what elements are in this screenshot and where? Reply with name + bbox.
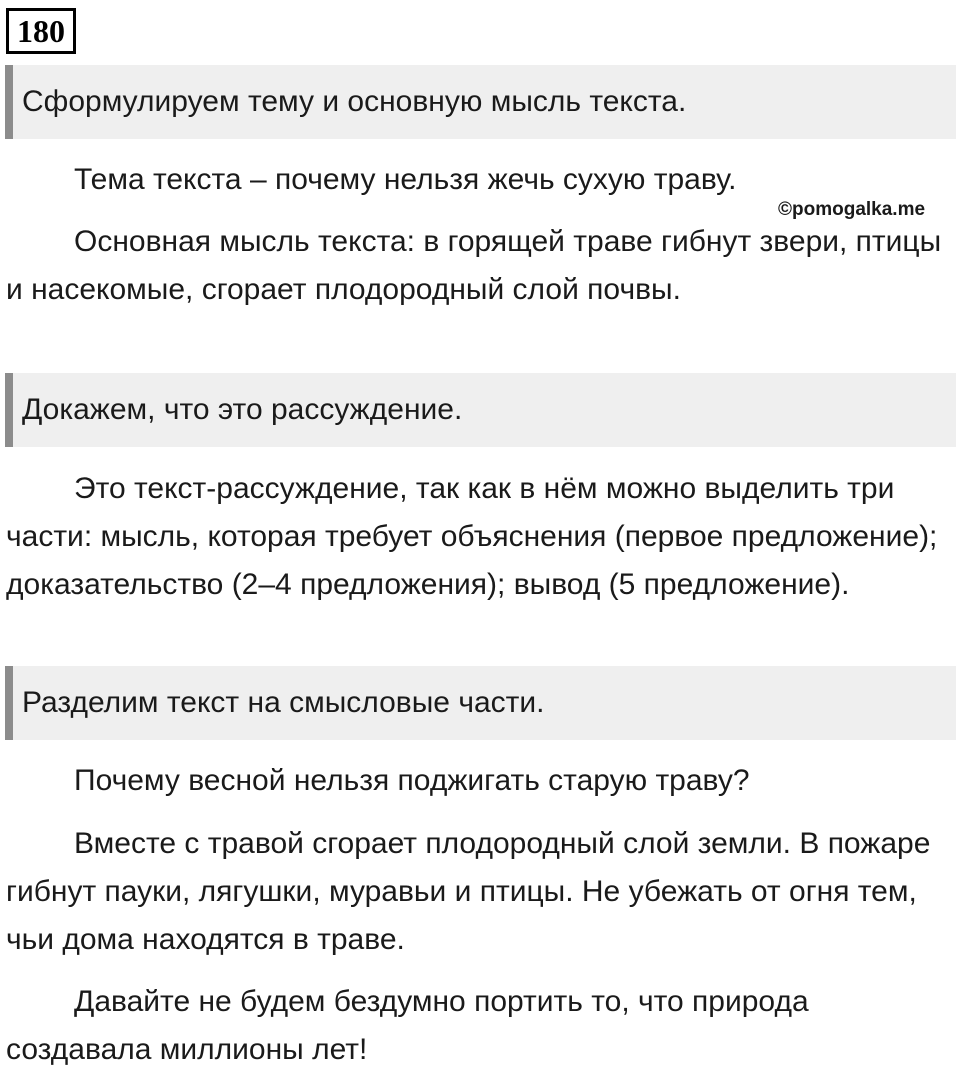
section-heading-parts: Разделим текст на смысловые части.	[5, 666, 956, 740]
paragraph-evidence: Вместе с травой сгорает плодородный слой земли. В пожаре гибнут пауки, лягушки, муравьи и птицы. Не убежать от огня тем, чьи дома находятся в траве.	[6, 827, 931, 956]
section-heading-theme: Сформулируем тему и основную мысль текста.	[5, 65, 956, 139]
paragraph-main-idea: Основная мысль текста: в горящей траве гибнут звери, птицы и насекомые, сгорает плодородный слой почвы.	[6, 225, 942, 306]
paragraph-theme: Тема текста – почему нельзя жечь сухую траву.	[74, 163, 737, 196]
task-number: 180	[6, 8, 76, 54]
watermark: ©pomogalka.me	[778, 199, 926, 220]
paragraph-conclusion: Давайте не будем бездумно портить то, что природа создавала миллионы лет!	[6, 985, 809, 1066]
paragraph-reasoning: Это текст-рассуждение, так как в нём можно выделить три части: мысль, которая требует объяснения (первое предложение); доказательство (2–4 предложения); вывод (5 предложение).	[6, 472, 938, 601]
paragraph-question: Почему весной нельзя поджигать старую траву?	[74, 764, 750, 797]
section-heading-reasoning: Докажем, что это рассуждение.	[5, 373, 956, 447]
